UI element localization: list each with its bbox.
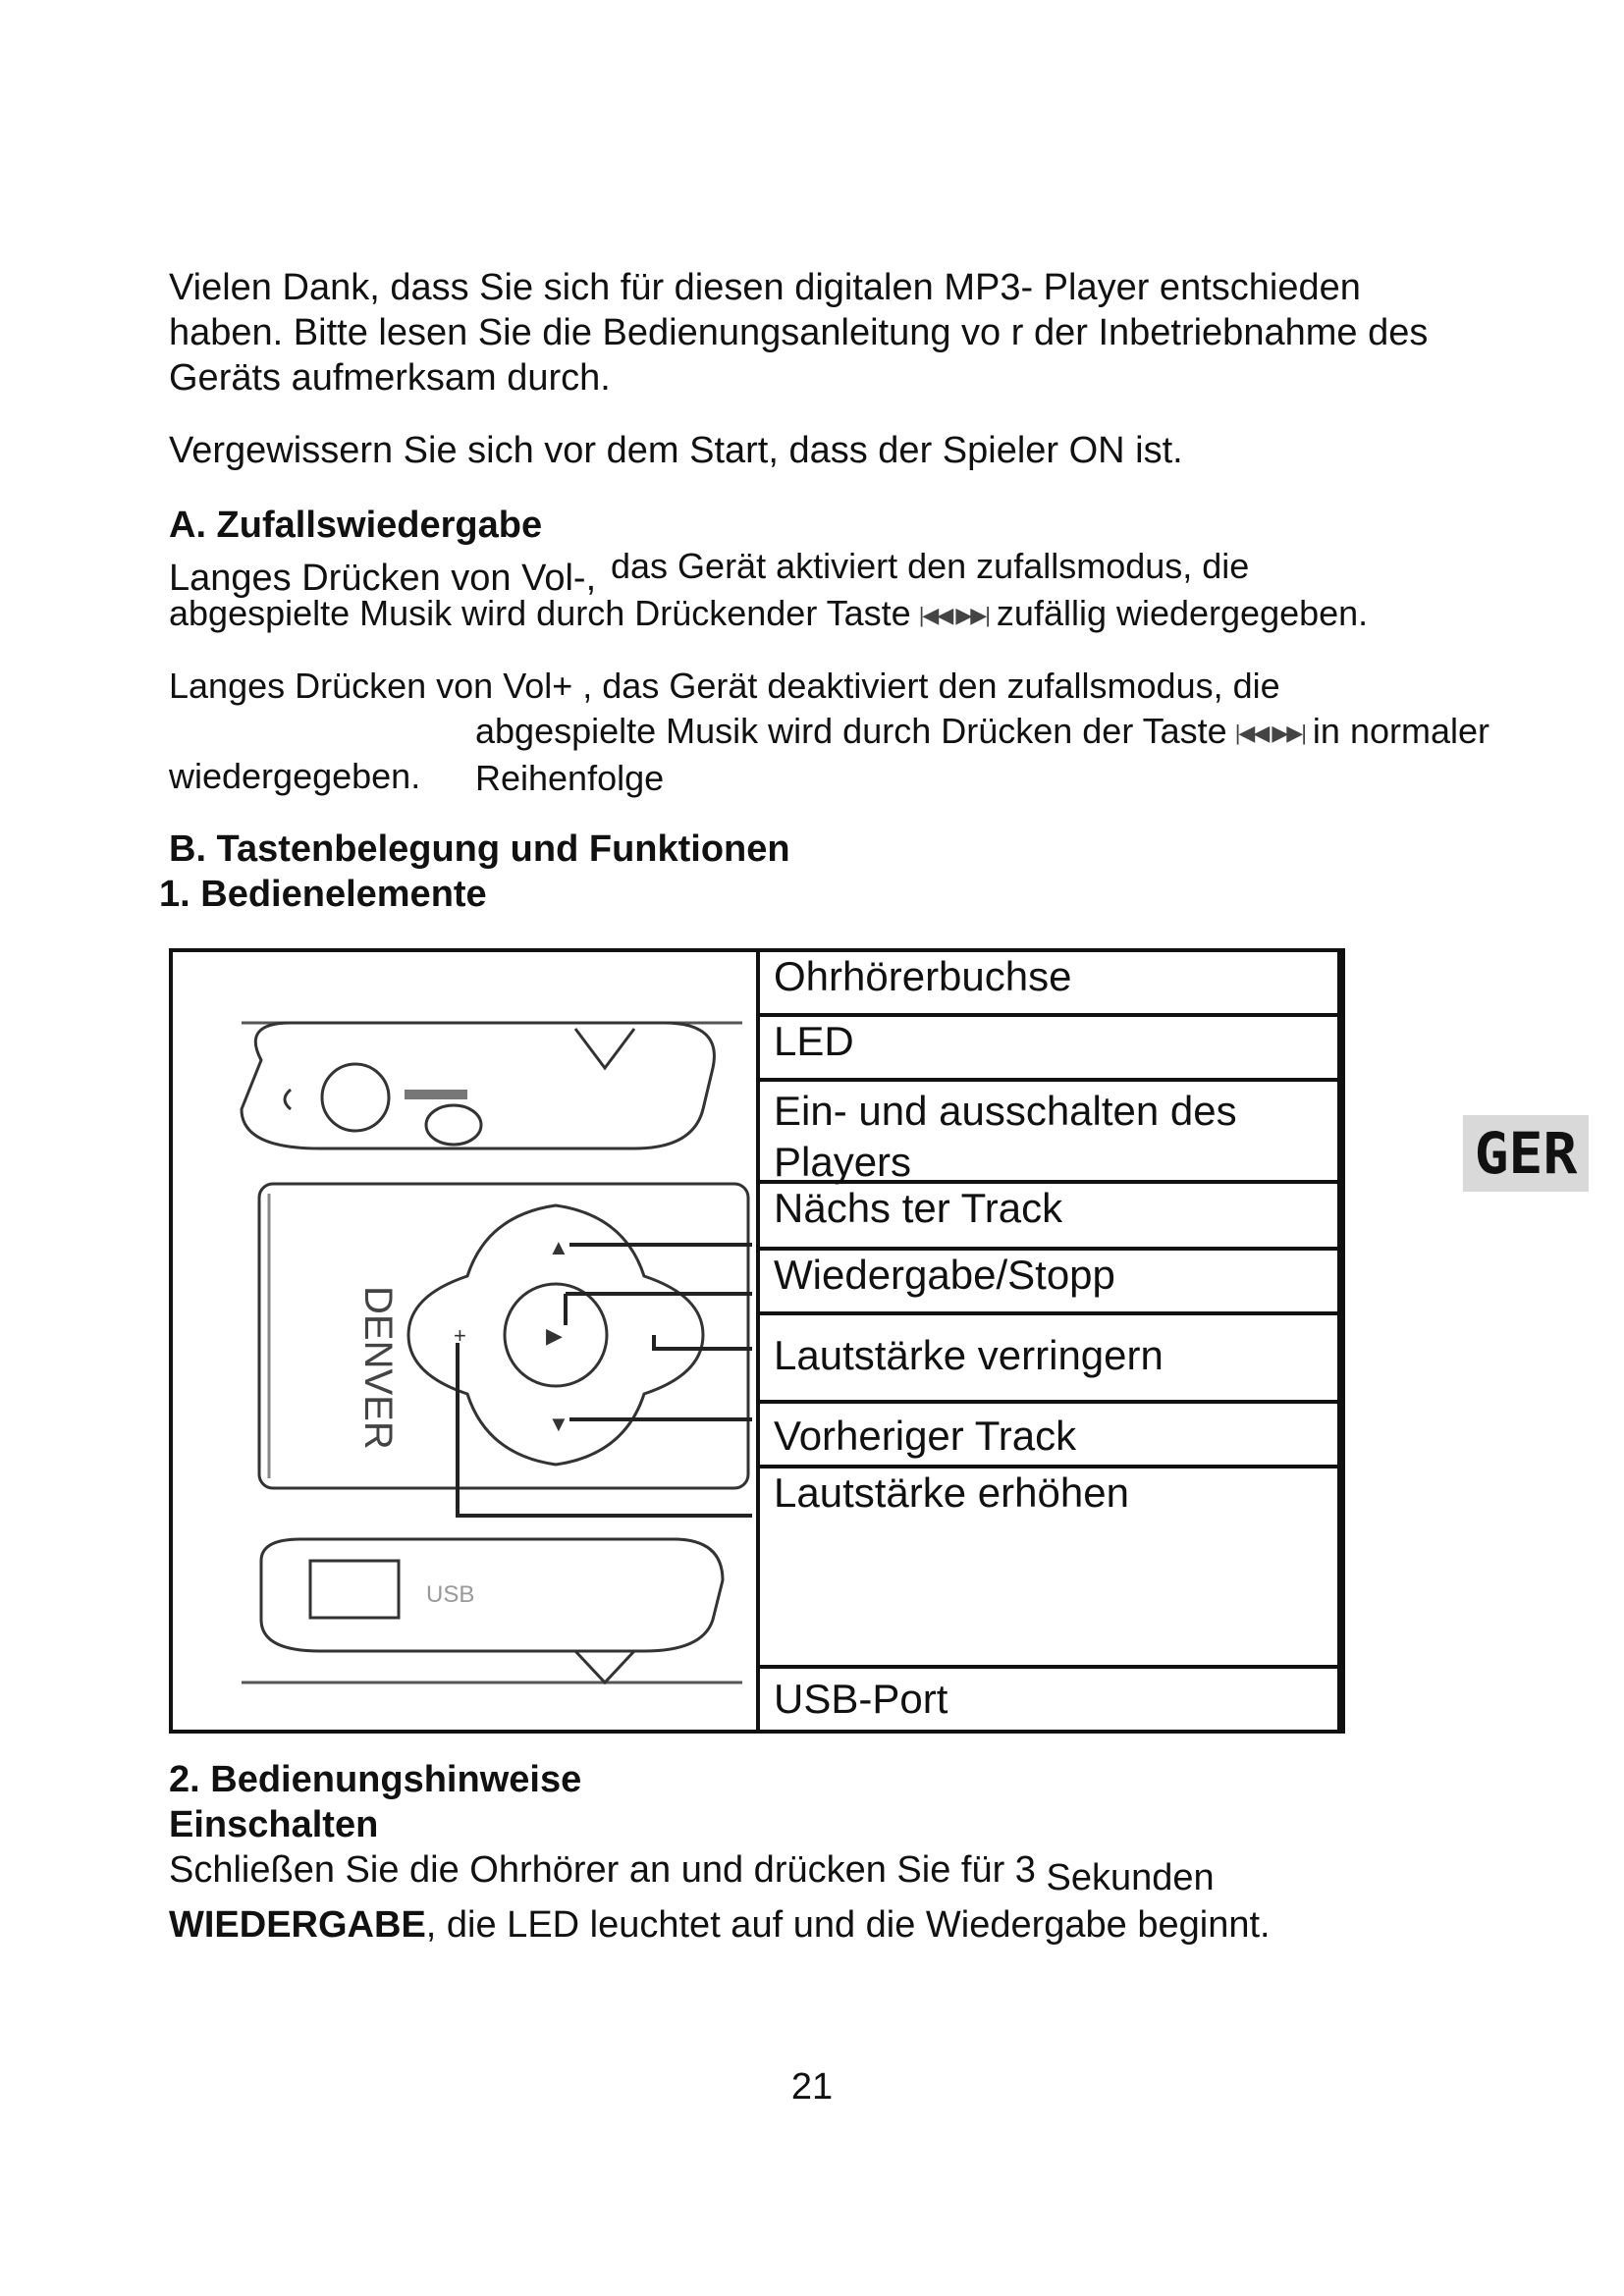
section-a-heading: A. Zufallswiedergabe	[169, 505, 543, 546]
intro-line-1: Vielen Dank, dass Sie sich für diesen digitalen MP3- Player entschieden	[169, 267, 1361, 308]
section-a-p2-d: wiedergegeben.	[169, 756, 421, 796]
section-b-subheading: 1. Bedienelemente	[159, 874, 487, 915]
label-usb-port: USB-Port	[756, 1665, 1345, 1734]
label-headphone-jack: Ohrhörerbuchse	[756, 948, 1345, 1017]
usb-engraving: USB	[426, 1581, 475, 1608]
label-previous-track: Vorheriger Track	[756, 1400, 1345, 1468]
language-tab: GER	[1463, 1115, 1589, 1192]
section-a-p1-b: das Gerät aktiviert den zufallsmodus, die	[611, 546, 1250, 586]
vol-minus-marker-icon: ▼	[548, 1412, 569, 1436]
intro-line-2: haben. Bitte lesen Sie die Bedienungsanleitung vo r der Inbetriebnahme des	[169, 312, 1429, 353]
label-volume-down: Lautstärke verringern	[756, 1311, 1345, 1404]
prev-next-icon: |◀◀ ▶▶|	[918, 603, 989, 628]
intro-line-4: Vergewissern Sie sich vor dem Start, dass der Spieler ON ist.	[169, 430, 1183, 471]
section-a-p1-a: Langes Drücken von Vol-,	[169, 558, 597, 599]
prev-next-icon-2: |◀◀ ▶▶|	[1234, 721, 1305, 746]
section-2-line-1: Schließen Sie die Ohrhörer an und drücken Sie für 3 Sekunden	[169, 1849, 1215, 1898]
label-led: LED	[756, 1013, 1345, 1082]
intro-line-3: Geräts aufmerksam durch.	[169, 357, 611, 399]
page-number: 21	[790, 2066, 834, 2108]
label-power: Ein- und ausschalten des Players	[756, 1078, 1345, 1184]
section-2-line-2: WIEDERGABE, die LED leuchtet auf und die Wiedergabe beginnt.	[169, 1904, 1271, 1946]
label-volume-up: Lautstärke erhöhen	[756, 1465, 1345, 1669]
section-2-subheading: Einschalten	[169, 1804, 379, 1845]
section-b-heading: B. Tastenbelegung und Funktionen	[169, 828, 790, 870]
player-diagram	[173, 952, 754, 1730]
vol-plus-marker-icon: ▲	[548, 1235, 569, 1259]
section-a-p1-c: abgespielte Musik wird durch Drückender Taste |◀◀ ▶▶| zufällig wiedergegeben.	[169, 591, 1368, 638]
section-2-heading: 2. Bedienungshinweise	[169, 1759, 582, 1800]
section-a-p2-a: Langes Drücken von Vol+ , das Gerät deaktiviert den zufallsmodus, die	[169, 666, 1280, 706]
section-a-p2-b: abgespielte Musik wird durch Drücken der Taste |◀◀ ▶▶| in normaler Reihenfolge	[475, 711, 1489, 799]
prev-marker-icon: +	[454, 1323, 466, 1348]
label-next-track: Nächs ter Track	[756, 1180, 1345, 1251]
label-play-stop: Wiedergabe/Stopp	[756, 1247, 1345, 1315]
play-marker-icon: ▶	[546, 1323, 563, 1348]
brand-logo: DENVER	[356, 1286, 400, 1450]
top-label-mark	[405, 1090, 467, 1099]
